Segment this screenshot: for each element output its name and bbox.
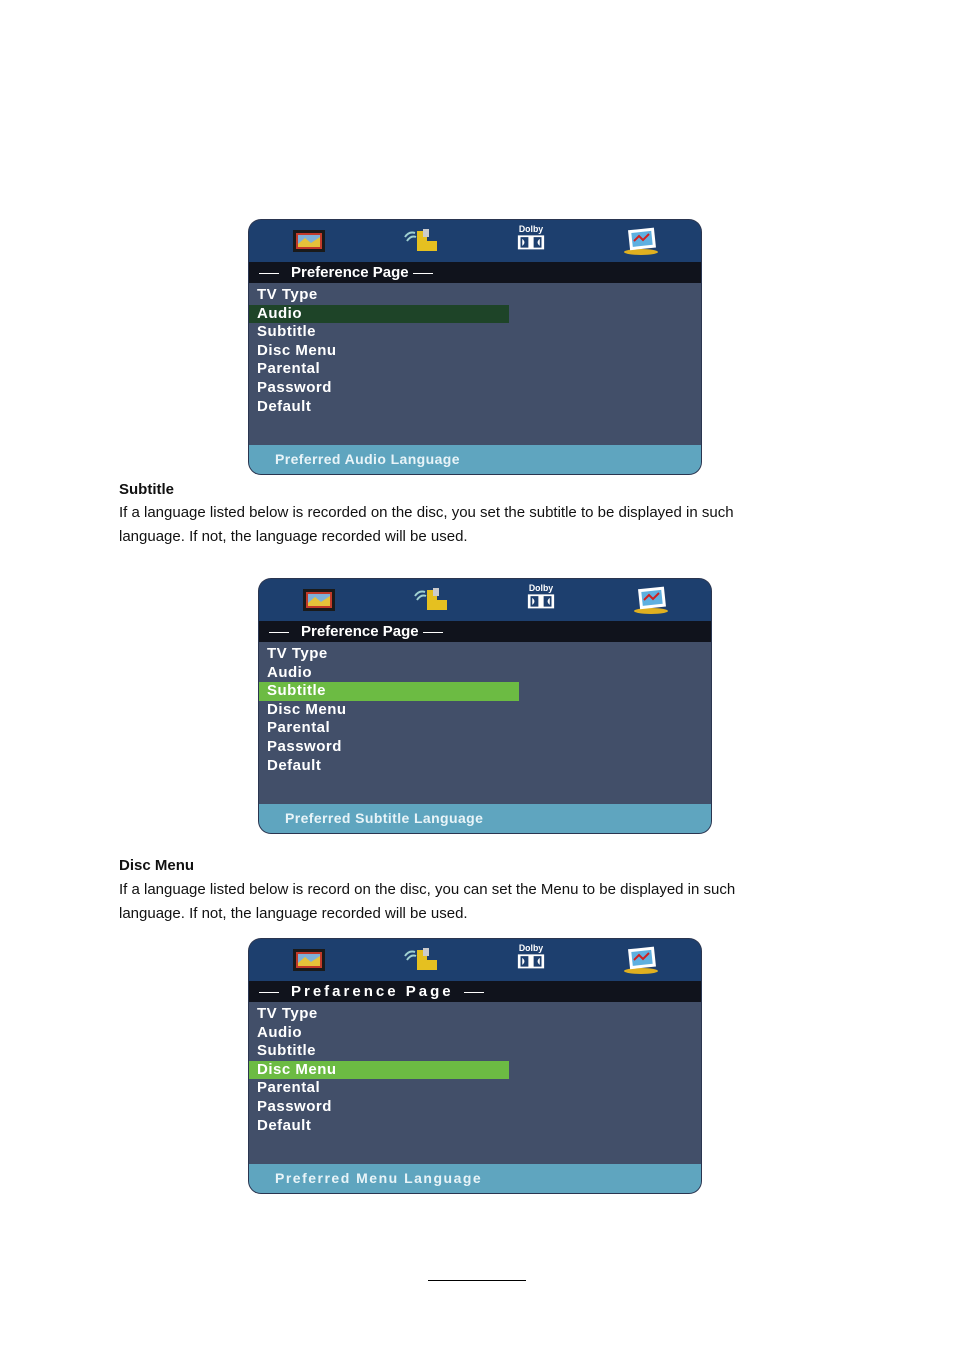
menu-title-bar <box>249 981 701 1002</box>
menu-icon-bar <box>259 579 711 621</box>
audio-setup-icon[interactable] <box>413 586 449 614</box>
dolby-label: Dolby <box>518 943 544 953</box>
section-text-subtitle-line1: If a language listed below is recorded on the disc, you set the subtitle to be displayed in such <box>119 504 734 521</box>
menu-item-disc-menu[interactable]: Disc Menu <box>267 700 347 718</box>
audio-setup-icon[interactable] <box>403 946 439 974</box>
section-text-disc-menu-line2: language. If not, the language recorded will be used. <box>119 905 468 922</box>
menu-item-subtitle[interactable]: Subtitle <box>257 1042 316 1060</box>
menu-title-bar <box>249 262 701 283</box>
menu-icon-bar <box>249 220 701 262</box>
menu-item-subtitle[interactable]: Subtitle <box>257 323 316 341</box>
menu-item-tv-type[interactable]: TV Type <box>257 286 318 303</box>
section-heading-disc-menu: Disc Menu <box>119 857 195 874</box>
menu-item-disc-menu[interactable]: Disc Menu <box>249 1061 509 1080</box>
menu-item-parental[interactable]: Parental <box>257 360 321 378</box>
menu-item-parental[interactable]: Parental <box>257 1079 321 1097</box>
menu-item-audio[interactable]: Audio <box>267 663 312 681</box>
menu-item-password[interactable]: Password <box>257 378 332 396</box>
menu-screen-disc-menu <box>249 939 701 1193</box>
dolby-setup-icon[interactable] <box>513 224 549 252</box>
menu-item-subtitle[interactable]: Subtitle <box>259 682 519 701</box>
menu-hint-bar: Preferred Subtitle Language <box>259 804 711 833</box>
menu-item-tv-type[interactable]: TV Type <box>257 1005 318 1022</box>
dolby-label: Dolby <box>518 224 544 234</box>
title-dash-left <box>269 632 289 633</box>
menu-hint-bar: Preferred Audio Language <box>249 445 701 474</box>
title-dash-left <box>259 273 279 274</box>
dolby-setup-icon[interactable] <box>513 943 549 971</box>
footer-rule <box>428 1280 526 1281</box>
dolby-setup-icon[interactable] <box>523 583 559 611</box>
tv-setup-icon[interactable] <box>291 227 327 255</box>
menu-item-audio[interactable]: Audio <box>249 305 509 324</box>
menu-hint-bar: Preferred Menu Language <box>249 1164 701 1193</box>
menu-title-bar <box>259 621 711 642</box>
title-dash-right <box>464 992 484 993</box>
menu-items <box>249 286 701 416</box>
menu-item-password[interactable]: Password <box>267 737 342 755</box>
menu-item-disc-menu[interactable]: Disc Menu <box>257 341 337 359</box>
menu-items <box>249 1005 701 1135</box>
menu-item-parental[interactable]: Parental <box>267 719 331 737</box>
audio-setup-icon[interactable] <box>403 227 439 255</box>
dolby-label: Dolby <box>528 583 554 593</box>
menu-item-default[interactable]: Default <box>267 756 322 774</box>
section-text-disc-menu-line1: If a language listed below is record on the disc, you can set the Menu to be displayed in such <box>119 881 736 898</box>
menu-title: Preference Page <box>301 623 419 640</box>
section-text-subtitle <box>119 501 839 549</box>
menu-item-audio[interactable]: Audio <box>257 1023 302 1041</box>
title-dash-left <box>259 992 279 993</box>
preference-setup-icon[interactable] <box>633 586 669 614</box>
section-text-disc-menu <box>119 878 839 926</box>
menu-title: Prefarence Page <box>291 983 454 1000</box>
tv-setup-icon[interactable] <box>301 586 337 614</box>
tv-setup-icon[interactable] <box>291 946 327 974</box>
section-text-subtitle-line2: language. If not, the language recorded will be used. <box>119 528 468 545</box>
title-dash-right <box>423 632 443 633</box>
title-dash-right <box>413 273 433 274</box>
preference-setup-icon[interactable] <box>623 227 659 255</box>
menu-icon-bar <box>249 939 701 981</box>
menu-item-tv-type[interactable]: TV Type <box>267 645 328 662</box>
menu-title: Preference Page <box>291 264 409 281</box>
menu-screen-audio <box>249 220 701 474</box>
menu-item-default[interactable]: Default <box>257 397 312 415</box>
menu-screen-subtitle <box>259 579 711 833</box>
section-heading-subtitle: Subtitle <box>119 481 174 498</box>
menu-item-default[interactable]: Default <box>257 1116 312 1134</box>
menu-items <box>259 645 711 775</box>
preference-setup-icon[interactable] <box>623 946 659 974</box>
menu-item-password[interactable]: Password <box>257 1097 332 1115</box>
